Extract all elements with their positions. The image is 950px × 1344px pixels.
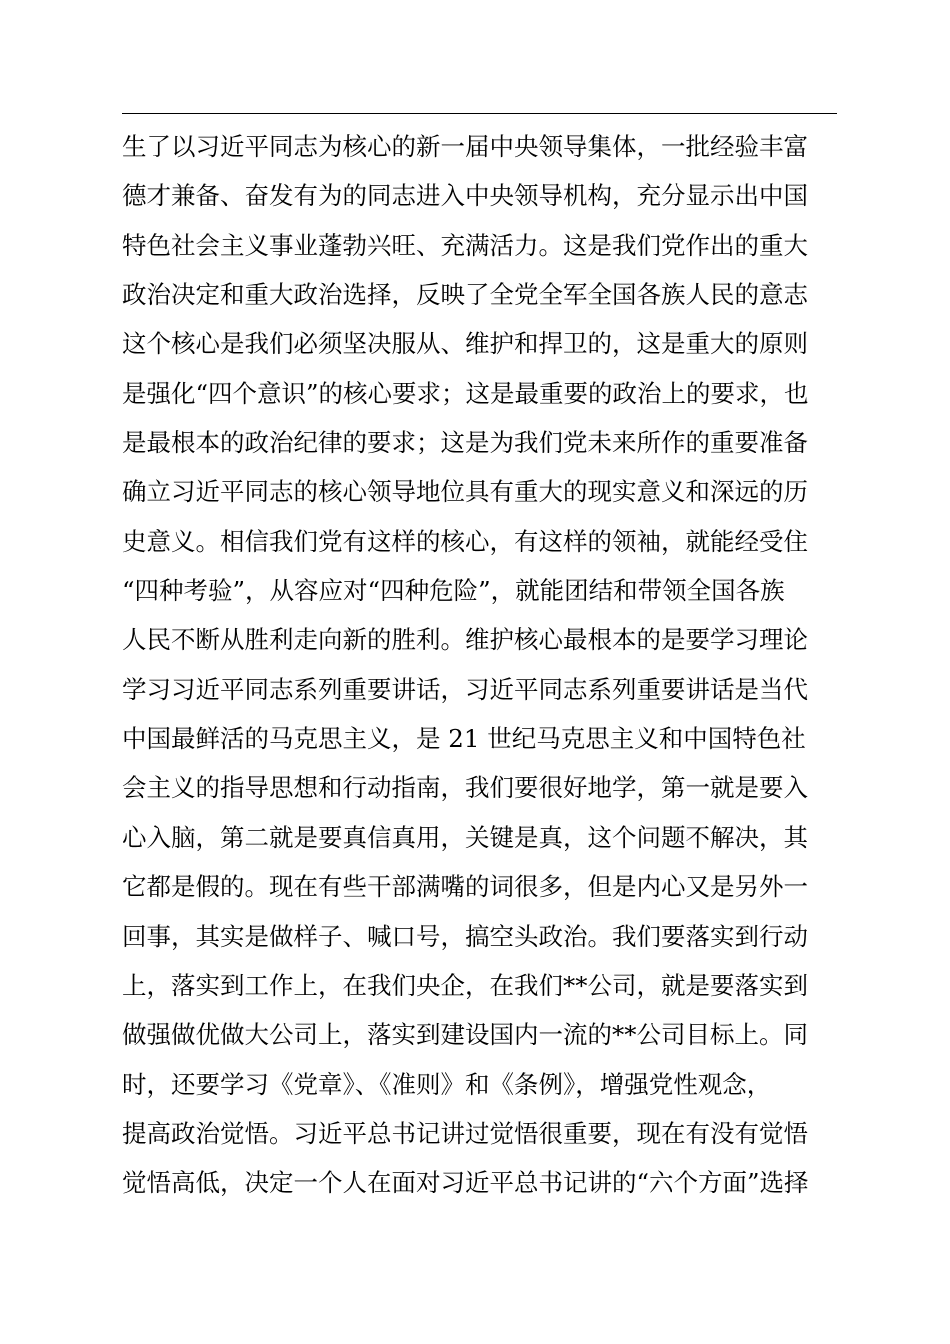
text-line: 是最根本的政治纪律的要求；这是为我们党未来所作的重要准备 — [122, 428, 808, 458]
text-line: 觉悟高低，决定一个人在面对习近平总书记讲的“六个方面”选择 — [122, 1168, 809, 1198]
text-line: 学习习近平同志系列重要讲话，习近平同志系列重要讲话是当代 — [122, 674, 808, 704]
text-line: 确立习近平同志的核心领导地位具有重大的现实意义和深远的历 — [122, 477, 808, 507]
header-rule — [122, 113, 837, 114]
text-line: 上，落实到工作上，在我们央企，在我们**公司，就是要落实到 — [122, 970, 808, 1000]
text-line: 回事，其实是做样子、喊口号，搞空头政治。我们要落实到行动 — [122, 921, 808, 951]
text-line: 做强做优做大公司上，落实到建设国内一流的**公司目标上。同 — [122, 1020, 808, 1050]
text-line: 是强化“四个意识”的核心要求；这是最重要的政治上的要求，也 — [122, 378, 809, 408]
text-line: 中国最鲜活的马克思主义，是 21 世纪马克思主义和中国特色社 — [122, 724, 806, 754]
text-line: 史意义。相信我们党有这样的核心，有这样的领袖，就能经受住 — [122, 526, 808, 556]
text-line: 会主义的指导思想和行动指南，我们要很好地学，第一就是要入 — [122, 773, 808, 803]
text-line: “四种考验”，从容应对“四种危险”，就能团结和带领全国各族 — [122, 576, 785, 606]
text-line: 它都是假的。现在有些干部满嘴的词很多，但是内心又是另外一 — [122, 872, 808, 902]
body-text — [122, 122, 842, 1208]
text-line: 人民不断从胜利走向新的胜利。维护核心最根本的是要学习理论 — [122, 625, 808, 655]
text-line: 生了以习近平同志为核心的新一届中央领导集体，一批经验丰富 — [122, 132, 808, 161]
text-line: 特色社会主义事业蓬勃兴旺、充满活力。这是我们党作出的重大 — [122, 230, 808, 260]
text-line: 这个核心是我们必须坚决服从、维护和捍卫的，这是重大的原则 — [122, 329, 808, 359]
text-line: 德才兼备、奋发有为的同志进入中央领导机构，充分显示出中国 — [122, 181, 808, 211]
text-line: 时，还要学习《党章》、《准则》和《条例》，增强党性观念， — [122, 1069, 772, 1099]
text-line: 心入脑，第二就是要真信真用，关键是真，这个问题不解决，其 — [122, 822, 808, 852]
text-line: 提高政治觉悟。习近平总书记讲过觉悟很重要，现在有没有觉悟 — [122, 1118, 808, 1148]
text-line: 政治决定和重大政治选择，反映了全党全军全国各族人民的意志 — [122, 280, 808, 310]
